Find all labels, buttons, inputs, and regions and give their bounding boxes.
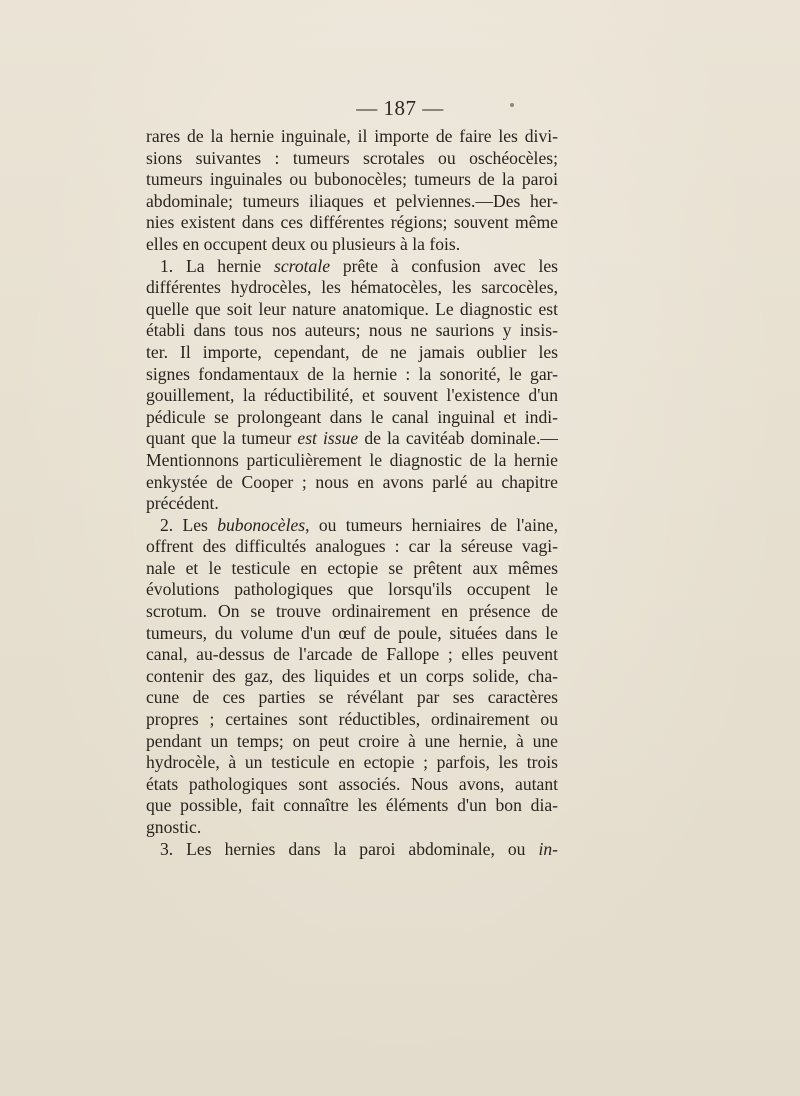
page-number: — 187 — bbox=[356, 96, 444, 120]
text-line: différentes hydrocèles, les hématocèles, les sarcocèles, bbox=[146, 277, 558, 298]
text-line: rares de la hernie inguinale, il importe de faire les divi- bbox=[146, 126, 558, 146]
text-line: nale et le testicule en ectopie se prêtent aux mêmes bbox=[146, 557, 558, 578]
text-line: cune de ces parties se révélant par ses caractères bbox=[146, 687, 558, 708]
text-line: ter. Il importe, cependant, de ne jamais oublier les bbox=[146, 341, 558, 362]
text-line: gouillement, la réductibilité, et souvent l'existence d'un bbox=[146, 385, 558, 406]
text-line: tumeurs, du volume d'un œuf de poule, situées dans le bbox=[146, 622, 558, 643]
italic-term: bubonocèles bbox=[217, 514, 306, 535]
text-segment: prête à confusion avec les bbox=[330, 255, 559, 276]
text-segment: , ou tumeurs herniaires de l'aine, bbox=[305, 514, 558, 535]
text-line: canal, au-dessus de l'arcade de Fallope ; elles peuvent bbox=[146, 644, 558, 665]
text-line: scrotum. On se trouve ordinairement en présence de bbox=[146, 601, 558, 622]
text-segment: 3. Les hernies dans la paroi abdominale, ou bbox=[160, 838, 539, 859]
text-line: établi dans tous nos auteurs; nous ne saurions y insis- bbox=[146, 320, 558, 341]
text-line: que possible, fait connaître les éléments d'un bon dia- bbox=[146, 795, 558, 816]
text-line: tumeurs inguinales ou bubonocèles; tumeurs de la paroi bbox=[146, 169, 558, 190]
text-line: pédicule se prolongeant dans le canal inguinal et indi- bbox=[146, 406, 558, 427]
text-line bbox=[146, 428, 558, 450]
text-line bbox=[146, 515, 558, 537]
text-line bbox=[146, 839, 558, 861]
italic-term: scrotale bbox=[274, 255, 331, 276]
italic-term: est issue bbox=[297, 428, 359, 449]
text-line: hydrocèle, à un testicule en ectopie ; parfois, les trois bbox=[146, 752, 558, 773]
text-segment: quant que la tumeur bbox=[146, 428, 298, 449]
text-line: sions suivantes : tumeurs scrotales ou oschéocèles; bbox=[146, 147, 558, 168]
text-line: nies existent dans ces différentes régions; souvent même bbox=[146, 212, 558, 233]
text-line: pendant un temps; on peut croire à une hernie, à une bbox=[146, 730, 558, 751]
text-line: signes fondamentaux de la hernie : la sonorité, le gar- bbox=[146, 363, 558, 384]
text-line: propres ; certaines sont réductibles, ordinairement ou bbox=[146, 709, 558, 730]
text-line: états pathologiques sont associés. Nous avons, autant bbox=[146, 773, 558, 794]
text-line: gnostic. bbox=[146, 817, 202, 837]
text-line bbox=[146, 256, 558, 278]
text-line: elles en occupent deux ou plusieurs à la fois. bbox=[146, 233, 461, 254]
italic-term: in- bbox=[538, 838, 558, 859]
text-line: quelle que soit leur nature anatomique. Le diagnostic est bbox=[146, 298, 558, 319]
text-segment: 2. Les bbox=[160, 514, 218, 535]
text-line: offrent des difficultés analogues : car la séreuse vagi- bbox=[146, 536, 558, 557]
text-line: abdominale; tumeurs iliaques et pelviennes.—Des her- bbox=[146, 190, 558, 211]
text-segment: 1. La hernie bbox=[160, 255, 275, 276]
ink-speck bbox=[510, 103, 514, 107]
text-segment: de la cavitéab dominale.— bbox=[358, 428, 558, 449]
text-line: évolutions pathologiques que lorsqu'ils occupent le bbox=[146, 579, 558, 600]
text-line: Mentionnons particulièrement le diagnostic de la hernie bbox=[146, 449, 558, 470]
body-text bbox=[146, 126, 558, 860]
text-line: enkystée de Cooper ; nous en avons parlé au chapitre bbox=[146, 471, 558, 492]
text-line: contenir des gaz, des liquides et un corps solide, cha- bbox=[146, 665, 558, 686]
text-line: précédent. bbox=[146, 493, 219, 514]
